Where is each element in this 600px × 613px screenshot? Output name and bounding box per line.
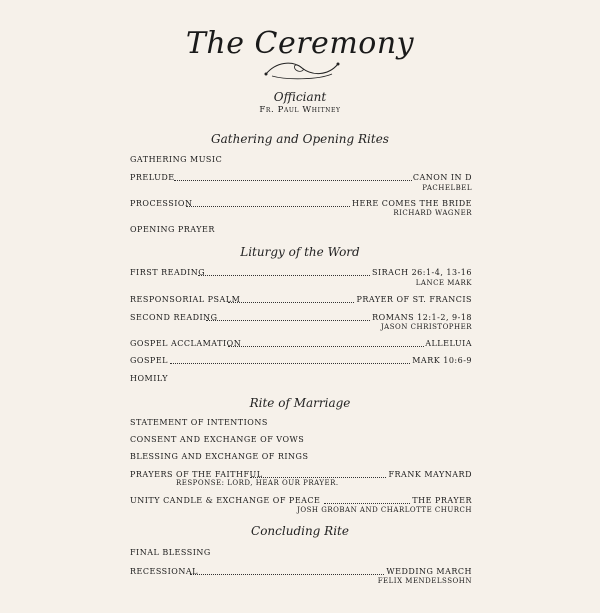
- item-label: BLESSING AND EXCHANGE OF RINGS: [130, 452, 309, 461]
- gospel-row: [130, 356, 472, 368]
- psalm-row: [130, 295, 472, 307]
- rings-item: [130, 452, 472, 464]
- item-label: SECOND READING: [130, 313, 218, 322]
- gospel-acclamation-row: [130, 339, 472, 351]
- prelude-credit: PACHELBEL: [422, 184, 472, 192]
- item-label: GATHERING MUSIC: [130, 155, 223, 164]
- item-label: PRELUDE: [130, 173, 175, 182]
- leader-dots: [324, 503, 416, 504]
- page-title: The Ceremony: [185, 26, 415, 61]
- item-label: RECESSIONAL: [130, 567, 198, 576]
- item-label: GOSPEL: [130, 356, 168, 365]
- item-label: OPENING PRAYER: [130, 225, 215, 234]
- item-label: STATEMENT OF INTENTIONS: [130, 418, 268, 427]
- opening-prayer-item: [130, 225, 472, 237]
- leader-dots: [198, 275, 376, 276]
- item-value: WEDDING MARCH: [386, 567, 472, 576]
- officiant-name: Fr. Paul Whitney: [259, 105, 341, 115]
- flourish-ornament-icon: [262, 54, 342, 82]
- gathering-music-item: [130, 155, 472, 167]
- second-reading-credit: JASON CHRISTOPHER: [380, 323, 472, 331]
- leader-dots: [174, 180, 420, 181]
- item-label: PROCESSION: [130, 199, 193, 208]
- item-value: HERE COMES THE BRIDE: [352, 199, 472, 208]
- item-label: RESPONSORIAL PSALM: [130, 295, 241, 304]
- item-value: PRAYER OF ST. FRANCIS: [356, 295, 472, 304]
- item-label: PRAYERS OF THE FAITHFUL: [130, 470, 263, 479]
- leader-dots: [190, 574, 396, 575]
- intentions-item: [130, 418, 472, 430]
- section-heading-liturgy: Liturgy of the Word: [240, 245, 360, 259]
- section-heading-gathering: Gathering and Opening Rites: [211, 132, 389, 146]
- item-value: CANON IN D: [412, 173, 472, 182]
- item-label: HOMILY: [130, 374, 168, 383]
- item-value: FRANK MAYNARD: [388, 470, 472, 479]
- item-label: CONSENT AND EXCHANGE OF VOWS: [130, 435, 305, 444]
- unity-candle-credit: JOSH GROBAN AND CHARLOTTE CHURCH: [297, 506, 472, 514]
- item-value: MARK 10:6-9: [412, 356, 472, 365]
- leader-dots: [228, 346, 428, 347]
- item-value: ALLELUIA: [425, 339, 472, 348]
- item-value: THE PRAYER: [412, 496, 472, 505]
- section-heading-concluding: Concluding Rite: [251, 524, 349, 538]
- leader-dots: [250, 477, 398, 478]
- item-value: ROMANS 12:1-2, 9-18: [372, 313, 472, 322]
- homily-item: [130, 374, 472, 386]
- final-blessing-item: [130, 548, 472, 560]
- leader-dots: [206, 320, 378, 321]
- leader-dots: [170, 363, 414, 364]
- item-label: UNITY CANDLE & EXCHANGE OF PEACE: [130, 496, 321, 505]
- leader-dots: [228, 302, 364, 303]
- prayers-response: RESPONSE: LORD, HEAR OUR PRAYER.: [176, 479, 339, 487]
- item-label: FIRST READING: [130, 268, 206, 277]
- officiant-label: Officiant: [273, 90, 327, 104]
- item-label: GOSPEL ACCLAMATION: [130, 339, 242, 348]
- item-value: SIRACH 26:1-4, 13-16: [372, 268, 472, 277]
- vows-item: [130, 435, 472, 447]
- leader-dots: [186, 206, 368, 207]
- section-heading-marriage: Rite of Marriage: [249, 396, 351, 410]
- recessional-credit: FELIX MENDELSSOHN: [377, 577, 472, 585]
- item-label: FINAL BLESSING: [130, 548, 211, 557]
- first-reading-credit: LANCE MARK: [415, 279, 472, 287]
- procession-credit: RICHARD WAGNER: [393, 209, 472, 217]
